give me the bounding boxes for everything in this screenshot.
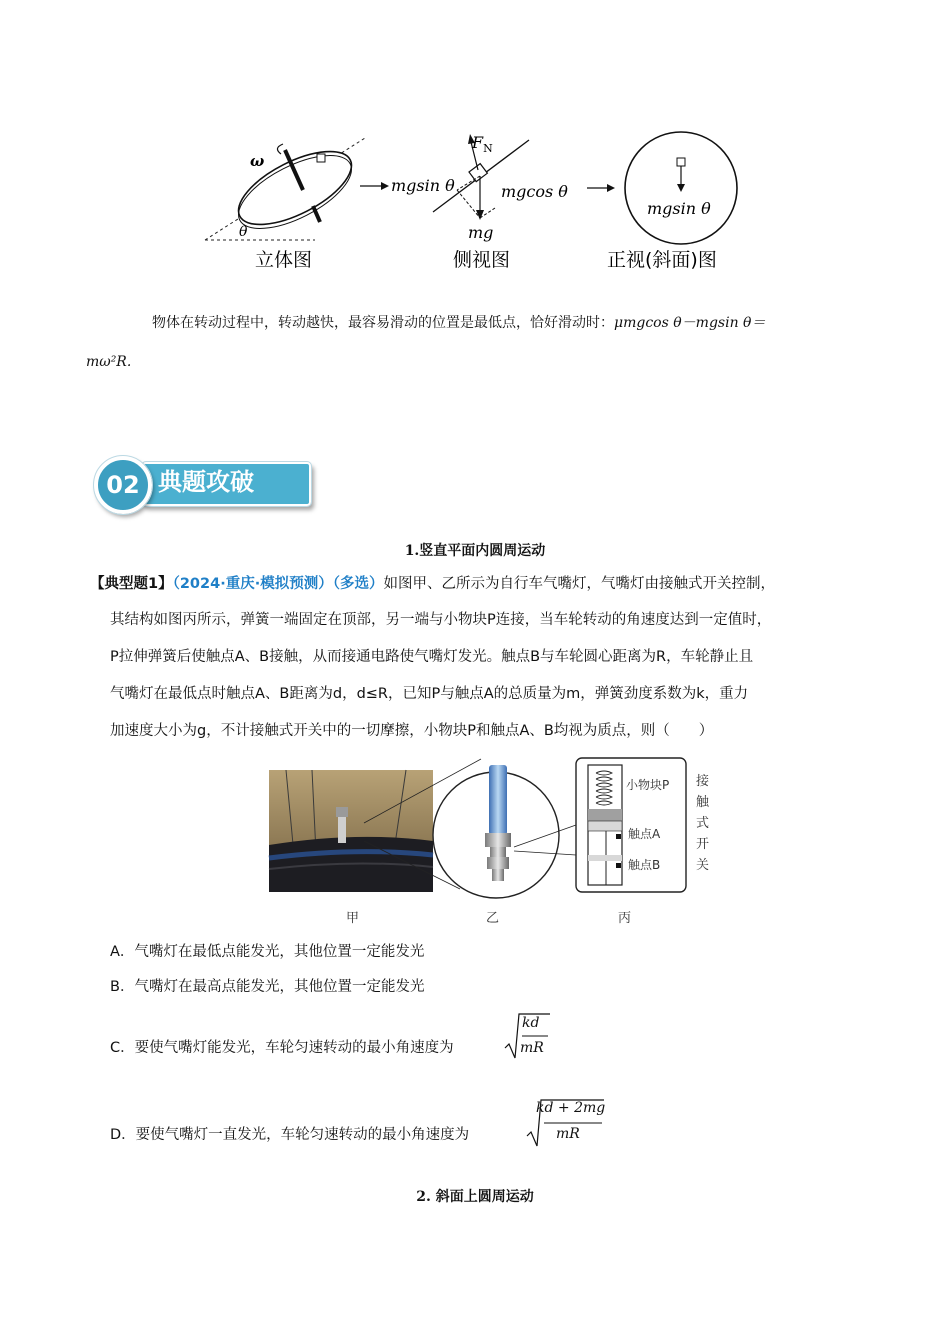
label-jia: 甲 bbox=[346, 911, 360, 926]
question-line-4: 气嘴灯在最低点时触点A、B距离为d，d≤R，已知P与触点A的总质量为m，弹簧劲度系数为k，重力 bbox=[110, 686, 749, 702]
mgsin-front-label: mgsin θ bbox=[647, 199, 711, 218]
question-line-5: 加速度大小为g，不计接触式开关中的一切摩擦，小物块P和触点A、B均视为质点，则（ ） bbox=[110, 723, 714, 739]
switch-label-5: 关 bbox=[696, 858, 710, 873]
section-badge-title: 典题攻破 bbox=[158, 468, 254, 496]
omega-label: ω bbox=[250, 152, 265, 170]
subsection-2-title: 2. 斜面上圆周运动 bbox=[416, 1189, 534, 1205]
option-d-numerator: kd + 2mg bbox=[536, 1100, 606, 1116]
explanation-formula-line2: mω²R. bbox=[86, 354, 132, 370]
caption-3d: 立体图 bbox=[255, 249, 313, 271]
explanation-paragraph bbox=[152, 313, 872, 333]
option-c[interactable] bbox=[110, 1037, 454, 1059]
mgsin-arrow-label: mgsin θ bbox=[391, 176, 455, 195]
question-line-3: P拉伸弹簧后使触点A、B接触，从而接通电路使气嘴灯发光。触点B与车轮圆心距离为R，车轮静止且 bbox=[110, 649, 754, 665]
option-a[interactable]: A．气嘴灯在最低点能发光，其他位置一定能发光 bbox=[110, 944, 425, 960]
fn-label: $F_N$ bbox=[472, 133, 493, 155]
theta-label: θ bbox=[239, 224, 248, 240]
caption-side: 侧视图 bbox=[453, 249, 511, 271]
option-c-numerator: kd bbox=[522, 1015, 540, 1031]
option-c-denominator: mR bbox=[520, 1040, 544, 1056]
block-p-label: 小物块P bbox=[626, 778, 670, 792]
option-d-denominator: mR bbox=[556, 1126, 580, 1142]
mg-label: mg bbox=[468, 223, 494, 242]
question-text-1: 如图甲、乙所示为自行车气嘴灯，气嘴灯由接触式开关控制， bbox=[383, 576, 775, 592]
mgcos-label: mgcos θ bbox=[501, 182, 568, 201]
option-c-text: C．要使气嘴灯能发光，车轮匀速转动的最小角速度为 bbox=[110, 1040, 454, 1056]
contact-b-label: 触点B bbox=[628, 858, 661, 872]
question-label: 【典型题1】 bbox=[90, 576, 173, 592]
question-line-2: 其结构如图丙所示，弹簧一端固定在顶部，另一端与小物块P连接，当车轮转动的角速度达到一定值时， bbox=[110, 612, 772, 628]
option-d[interactable] bbox=[110, 1124, 469, 1146]
rotating-disc-figure bbox=[195, 120, 765, 280]
explanation-formula: μmgcos θ－mgsin θ＝ bbox=[614, 315, 766, 331]
question-source: （2024·重庆·模拟预测）（多选） bbox=[172, 576, 384, 592]
subsection-1-title: 1.竖直平面内圆周运动 bbox=[404, 543, 546, 559]
option-b[interactable]: B．气嘴灯在最高点能发光，其他位置一定能发光 bbox=[110, 979, 425, 995]
switch-label-1: 接 bbox=[696, 774, 710, 789]
switch-label-2: 触 bbox=[696, 795, 710, 810]
explanation-text: 物体在转动过程中，转动越快，最容易滑动的位置是最低点，恰好滑动时： bbox=[152, 315, 614, 331]
valve-light-figure bbox=[266, 755, 726, 930]
switch-label-3: 式 bbox=[696, 816, 710, 831]
section-badge-number: 02 bbox=[106, 471, 140, 499]
label-yi: 乙 bbox=[486, 911, 500, 926]
section-badge-circle bbox=[94, 456, 152, 514]
label-bing: 丙 bbox=[618, 911, 632, 926]
contact-a-label: 触点A bbox=[628, 827, 661, 841]
section-badge bbox=[92, 456, 322, 512]
question-line-1 bbox=[90, 573, 775, 595]
switch-label-4: 开 bbox=[696, 837, 710, 852]
caption-front: 正视(斜面)图 bbox=[607, 249, 717, 271]
option-d-text: D．要使气嘴灯一直发光，车轮匀速转动的最小角速度为 bbox=[110, 1127, 470, 1143]
